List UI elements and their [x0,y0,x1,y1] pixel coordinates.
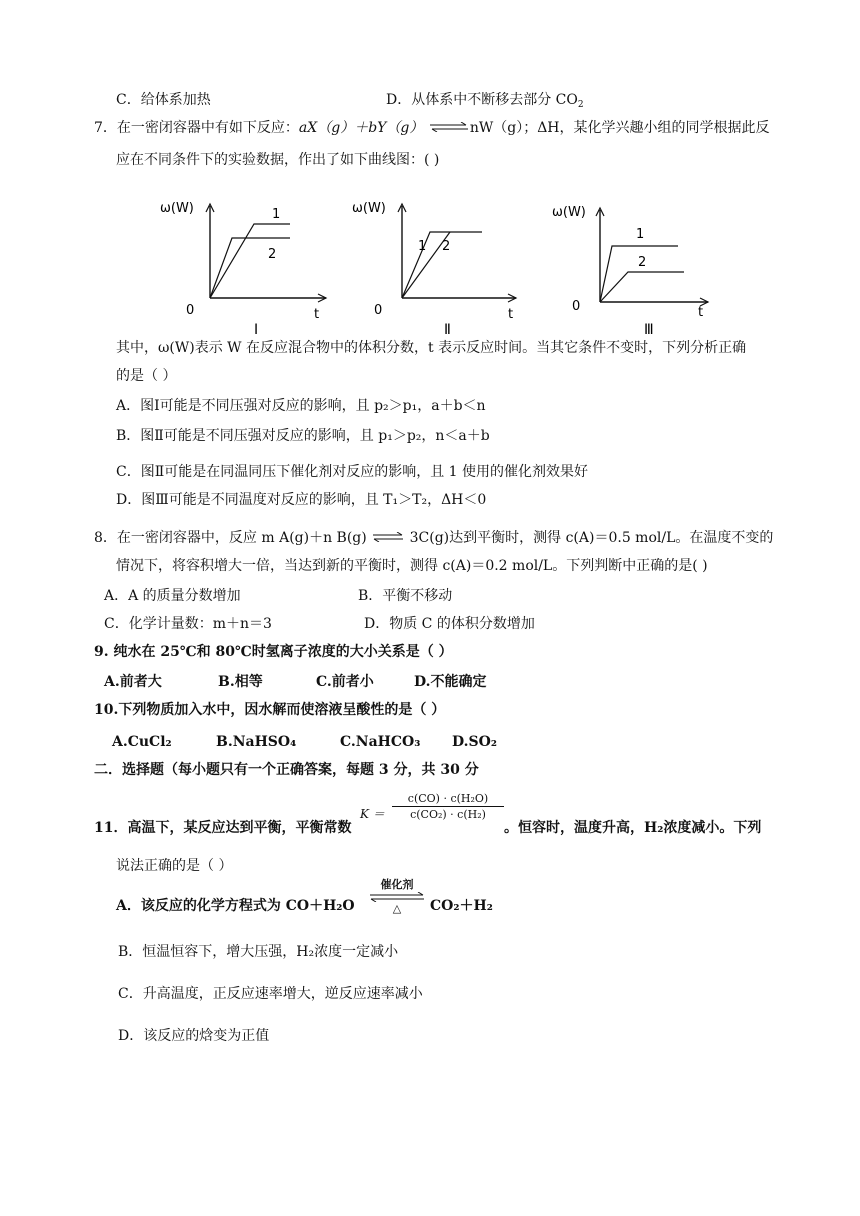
q11-option-a-right: CO₂＋H₂ [430,898,493,914]
q7-option-c: C．图Ⅱ可能是在同温同压下催化剂对反应的影响，且 1 使用的催化剂效果好 [116,464,589,480]
q7-option-a: A．图Ⅰ可能是不同压强对反应的影响，且 p₂＞p₁，a＋b＜n [116,398,486,414]
q9-option-b: B.相等 [218,674,263,690]
reaction-condition [368,876,426,915]
graph-1 [160,201,326,338]
graph-2-ylabel: ω(W) [352,201,386,216]
q7-option-d: D．图Ⅲ可能是不同温度对反应的影响，且 T₁＞T₂，ΔH＜0 [116,492,487,508]
q8-stem-line2: 情况下，将容积增大一倍，当达到新的平衡时，测得 c(A)＝0.2 mol/L。下列判断中正确的是( ) [116,558,708,574]
svg-text:Ⅲ: Ⅲ [644,322,654,338]
q11-stem-b: 。恒容时，温度升高，H₂浓度减小。下列 [504,820,762,836]
q11-option-b: B．恒温恒容下，增大压强，H₂浓度一定减小 [118,944,399,960]
q8-option-d: D．物质 C 的体积分数增加 [364,616,535,632]
svg-text:t: t [508,307,514,322]
graph-2 [352,201,516,338]
svg-text:Ⅰ: Ⅰ [254,322,259,338]
svg-text:Ⅱ: Ⅱ [444,322,451,338]
graph-3 [552,205,708,338]
q9-stem: 9. 纯水在 25℃和 80℃时氢离子浓度的大小关系是（ ） [94,644,453,660]
q7-description-line2: 的是（ ） [116,368,177,384]
q7-description-line1: 其中，ω(W)表示 W 在反应混合物中的体积分数，t 表示反应时间。当其它条件不变时，下列分析正确 [116,340,747,356]
q7-graphs [148,186,728,346]
q11-stem-a: 11．高温下，某反应达到平衡，平衡常数 [94,820,352,836]
q7-option-b: B．图Ⅱ可能是不同压强对反应的影响，且 p₁＞p₂，n＜a＋b [116,428,490,444]
svg-text:0: 0 [186,303,195,318]
q10-option-c: C.NaHCO₃ [340,734,421,750]
q10-option-a: A.CuCl₂ [112,734,172,750]
q6-option-c: C．给体系加热 [116,92,211,108]
reversible-arrow-icon [428,118,470,138]
q10-option-b: B.NaHSO₄ [216,734,297,750]
q10-option-d: D.SO₂ [452,734,497,750]
equilibrium-constant-fraction [392,792,504,821]
q8-option-b: B．平衡不移动 [358,588,453,604]
q11-stem-line2: 说法正确的是（ ） [116,858,233,874]
q11-option-d: D．该反应的焓变为正值 [118,1028,270,1044]
svg-text:t: t [314,307,320,322]
svg-text:1: 1 [272,207,281,222]
q9-option-a: A.前者大 [104,674,162,690]
q9-option-d: D.不能确定 [414,674,487,690]
q7-stem-line2: 应在不同条件下的实验数据，作出了如下曲线图：( ) [116,152,440,168]
fraction-denominator: c(CO₂) · c(H₂) [410,808,486,821]
q11-option-c: C．升高温度，正反应速率增大，逆反应速率减小 [118,986,423,1002]
q8-option-a: A．A 的质量分数增加 [104,588,241,604]
q8-stem-line1: 8．在一密闭容器中，反应 m A(g)＋n B(g) 3C(g)达到平衡时，测得 c(A)＝0.5 mol/L。在温度不变的 [94,530,774,546]
q9-option-c: C.前者小 [316,674,374,690]
q10-stem: 10.下列物质加入水中，因水解而使溶液呈酸性的是（ ） [94,702,446,718]
graph-1-ylabel: ω(W) [160,201,194,216]
graph-3-ylabel: ω(W) [552,205,586,220]
q8-option-c: C．化学计量数：m＋n＝3 [104,616,272,632]
fraction-numerator: c(CO) · c(H₂O) [407,792,489,805]
q11-option-a-left: A．该反应的化学方程式为 CO＋H₂O [116,898,355,914]
svg-text:1: 1 [418,239,427,254]
q7-stem-line1: 7．在一密闭容器中有如下反应：aX（g）＋bY（g） nW（g）；ΔH，某化学兴趣小组的同学根据此反 [94,120,770,136]
svg-text:t: t [698,305,704,320]
graph-1-curve-1 [210,224,290,298]
q6-option-d: D．从体系中不断移去部分 $CO_2$ [386,92,584,110]
reversible-arrow-icon [371,528,405,548]
equilibrium-constant-label: K ＝ [360,807,385,821]
svg-text:2: 2 [638,255,647,270]
heat-symbol: △ [392,902,402,915]
catalyst-label: 催化剂 [380,878,414,891]
graph-1-curve-2 [210,238,290,298]
graph-3-curve-2 [600,272,684,302]
svg-text:1: 1 [636,227,645,242]
svg-text:0: 0 [572,299,581,314]
svg-text:2: 2 [268,247,277,262]
reversible-arrow-icon [368,892,426,902]
svg-text:0: 0 [374,303,383,318]
section-2-heading: 二．选择题（每小题只有一个正确答案，每题 3 分，共 30 分 [94,762,479,778]
svg-text:2: 2 [442,239,451,254]
